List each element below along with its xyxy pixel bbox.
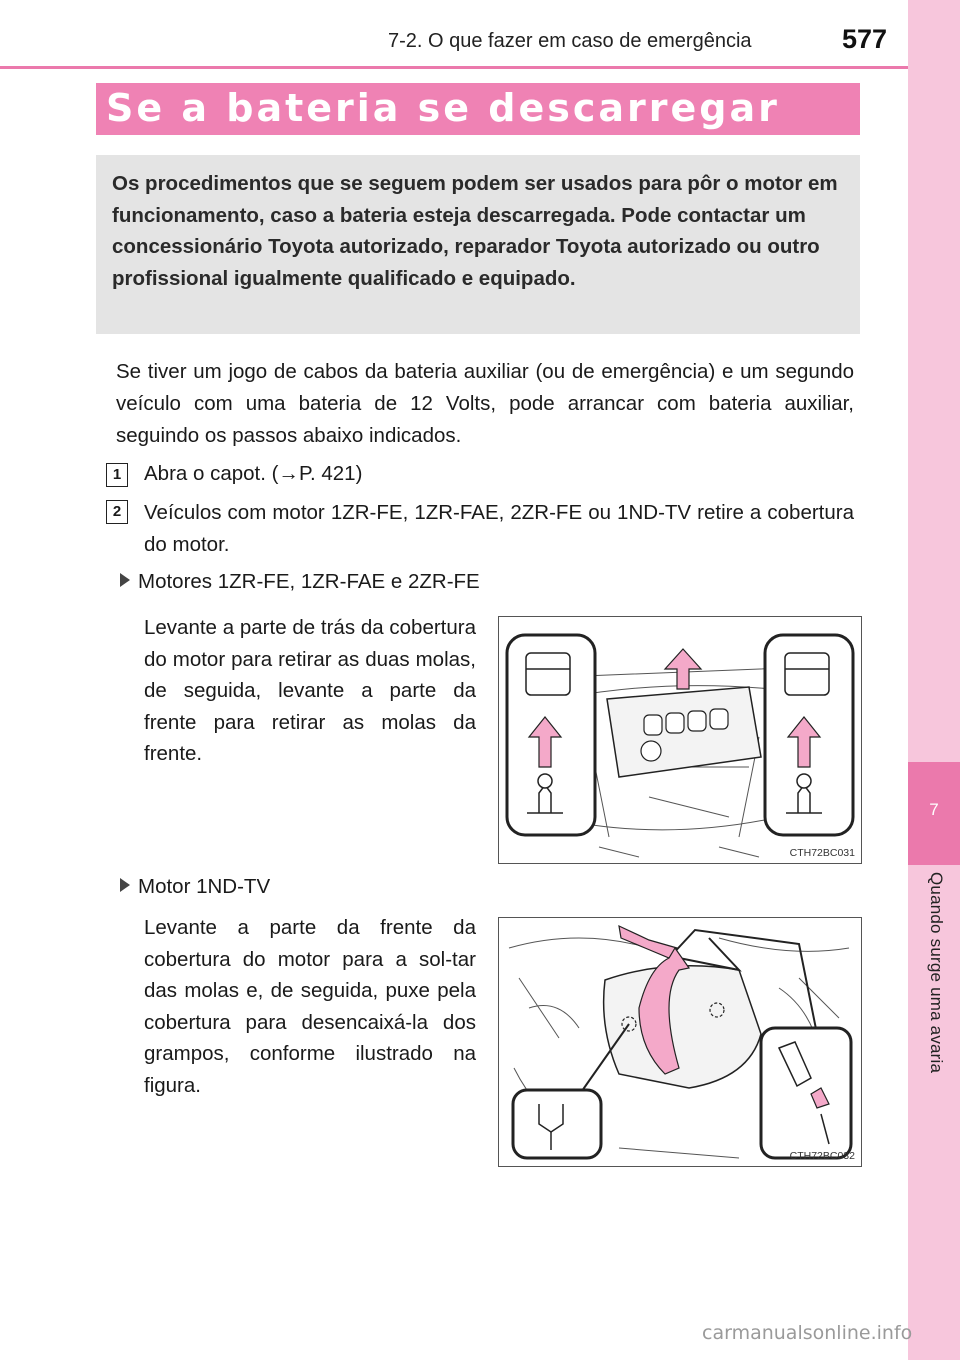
subsection-heading-1 [120, 570, 480, 594]
step-number-2: 2 [106, 500, 128, 524]
subsection-heading-text-1: Motores 1ZR-FE, 1ZR-FAE e 2ZR-FE [138, 570, 480, 593]
side-tab-strip [908, 0, 960, 1360]
figure-engine-cover-1 [498, 616, 862, 864]
page-title: Se a bateria se descarregar [106, 86, 780, 130]
watermark: carmanualsonline.info [702, 1322, 913, 1344]
subsection-text-1: Levante a parte de trás da cobertura do motor para retirar as duas molas, de seguida, levante a parte da frente para retirar as molas da frente. [144, 616, 476, 765]
figure-engine-cover-2 [498, 917, 862, 1167]
engine-diagram-2 [499, 918, 861, 1166]
chapter-number: 7 [929, 800, 939, 819]
step-text-2: Veículos com motor 1ZR-FE, 1ZR-FAE, 2ZR-FE ou 1ND-TV retire a cobertura do motor. [144, 501, 854, 556]
chapter-label: Quando surge uma avaria [927, 872, 946, 1074]
step-number-1: 1 [106, 463, 128, 487]
header-rule [0, 66, 908, 69]
engine-diagram-1 [499, 617, 861, 863]
intro-text: Os procedimentos que se seguem podem ser usados para pôr o motor em funcionamento, caso a bateria esteja descarregada. Pode contactar um concessionário Toyota autorizado, reparador Toyota autorizado ou outro profissional igualmente qualificado e equipado. [112, 172, 838, 290]
page-number: 577 [842, 24, 888, 54]
subsection-heading-text-2: Motor 1ND-TV [138, 875, 271, 898]
subsection-text-2: Levante a parte da frente da cobertura do motor para a sol-tar das molas e, de seguida, puxe pela cobertura para desencaixá-la dos grampos, conforme ilustrado na figura. [144, 916, 476, 1097]
bullet-triangle-icon [120, 878, 130, 892]
body-paragraph: Se tiver um jogo de cabos da bateria auxiliar (ou de emergência) e um segundo veículo com uma bateria de 12 Volts, pode arrancar com bateria auxiliar, seguindo os passos abaixo indicados. [116, 360, 854, 447]
running-header: 7-2. O que fazer em caso de emergência [388, 30, 752, 52]
figure-code-1: CTH72BC031 [789, 847, 855, 859]
step-text-1: Abra o capot. (→P. 421) [144, 462, 363, 485]
subsection-heading-2 [120, 875, 270, 899]
figure-code-2: CTH72BC032 [789, 1150, 855, 1162]
bullet-triangle-icon [120, 573, 130, 587]
